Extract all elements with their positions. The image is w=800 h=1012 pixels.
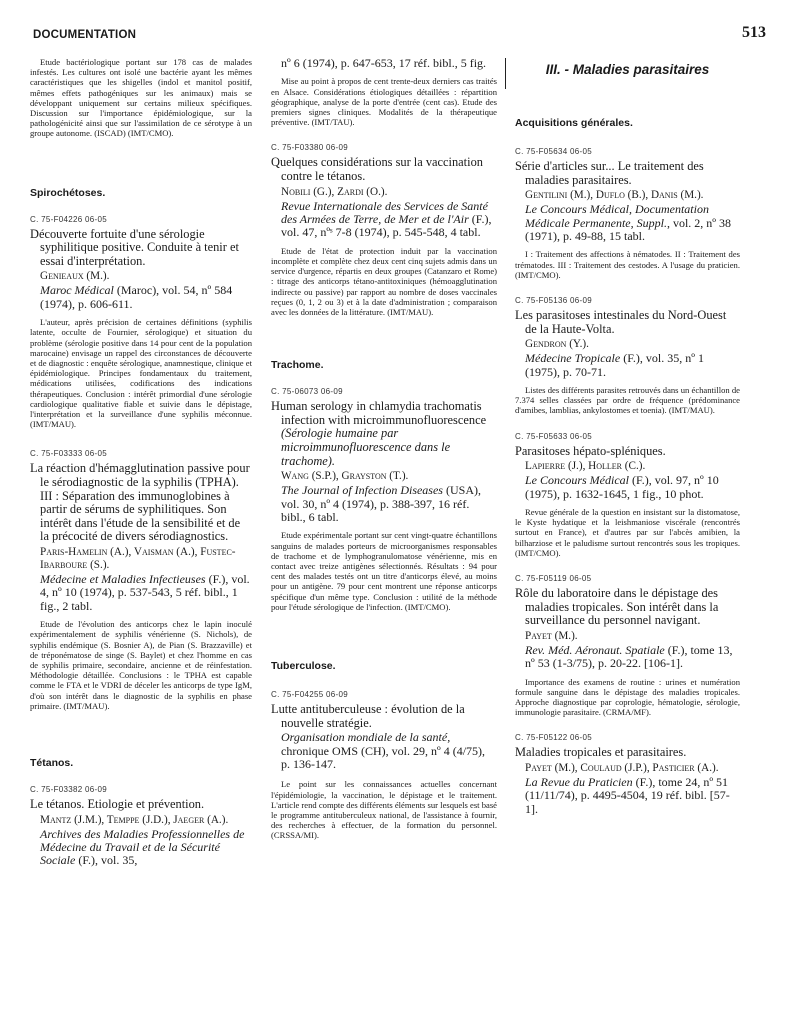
column-middle	[271, 57, 497, 841]
entry-citation: The Journal of Infection Diseases (USA), vol. 30, nº 4 (1974), p. 388-397, 16 réf. bibl., 6 tabl.	[281, 483, 481, 525]
abstract: Etude bactériologique portant sur 178 cas de malades infestés. Les cultures ont isolé une bactérie ayant les mêmes caractéristiques que les shigelles (indol et manitol positif, mêmes effets pathogéniques sur les animaux) mais se développant uniquement sur certains milieux spécifiques. Discussion sur l'importance épidémiologique, sur la pathologénicité ainsi que sur l'assimilation de ce sérotype à un groupe autonome. (ISCAD) (IMT/CMO).	[30, 57, 252, 139]
abstract: Listes des différents parasites retrouvés dans un échantillon de 7.374 selles classées par ordre de fréquence (prédominance d'amibes, lamblias, ankylostomes et toenia). (IMT/MAU).	[515, 385, 740, 416]
reference-code: C. 75-F05119 06-05	[515, 574, 592, 584]
column-divider	[505, 58, 506, 89]
entry-citation: Le Concours Médical, Documentation Médicale Permanente, Suppl., vol. 2, nº 38 (1971), p. 49-88, 15 tabl.	[525, 202, 732, 243]
section-heading: Trachome.	[271, 359, 324, 372]
entry-title: Le tétanos. Etiologie et prévention.	[30, 797, 205, 812]
entry-title: Les parasitoses intestinales du Nord-Ouest de la Haute-Volta.	[515, 308, 727, 336]
abstract: Mise au point à propos de cent trente-deux derniers cas traités en Alsace. Considérations étiologiques détaillées : répartition géographique, analyse de la porte d'entrée (cent cas). Etude des premiers signes cliniques. Modalités de la thérapeutique préventive. (IMT/TAU).	[271, 76, 497, 128]
entry-citation: Médecine Tropicale (F.), vol. 35, nº 1 (1975), p. 70-71.	[525, 351, 704, 379]
column-right	[515, 57, 740, 816]
entry-citation: Archives des Maladies Professionnelles de Médecine du Travail et de la Sécurité Sociale (F.), vol. 35,	[40, 826, 245, 868]
entry-citation: Organisation mondiale de la santé, chronique OMS (CH), vol. 29, nº 4 (4/75), p. 136-147.	[281, 730, 486, 772]
section-heading: Tuberculose.	[271, 660, 336, 673]
entry-authors: Payet (M.), Coulaud (J.P.), Pasticier (A.).	[525, 762, 719, 775]
abstract: Etude de l'état de protection induit par la vaccination incomplète et complète chez deux cent cinq sujets admis dans un service d'urgence, répartis en deux groupes (Catanzaro et Rome) : titrage des anticorps tétano-antitoxiniques (hémoagglutination indirecte ou passive) par rapport au nombre de doses vaccinales reçues (0, 1, 2 ou 3) et à la date d'administration ; comparaison avec les données de la littérature. (IMT/MAU).	[271, 245, 497, 318]
running-header: DOCUMENTATION	[33, 29, 137, 41]
entry-citation: Maroc Médical (Maroc), vol. 54, nº 584 (1974), p. 606-611.	[40, 283, 233, 311]
entry-title: La réaction d'hémagglutination passive pour le sérodiagnostic de la syphilis (TPHA). III : Séparation des immunoglobines à partir de sérums de syphilitiques. Son intérêt dans l'étude de la sensibilité et de la précocité de divers sérodiagnostics.	[30, 461, 250, 544]
entry-authors: Genieaux (M.).	[40, 270, 110, 283]
entry-authors: Lapierre (J.), Holler (C.).	[525, 460, 646, 473]
part-heading: III. - Maladies parasitaires	[545, 62, 710, 77]
section-heading: Tétanos.	[30, 757, 74, 770]
entry-authors: Gendron (Y.).	[525, 338, 589, 351]
reference-code: C. 75-F03382 06-09	[30, 785, 108, 795]
abstract: Le point sur les connaissances actuelles concernant l'épidémiologie, la vaccination, le dépistage et le traitement. L'article rend compte des différents éléments sur lesquels est basé le programme antituberculeux national, de l'assistance à fournir, des recherches à effectuer, de la formation du personnel. (CRSSA/MI).	[271, 779, 497, 841]
entry-title: Quelques considérations sur la vaccination contre le tétanos.	[271, 155, 483, 184]
reference-code: C. 75-F05136 06-09	[515, 296, 593, 306]
section-heading: Spirochétoses.	[30, 186, 106, 199]
entry-authors: Payet (M.).	[525, 629, 578, 642]
entry-citation: Médecine et Maladies Infectieuses (F.), vol. 4, nº 10 (1974), p. 537-543, 5 réf. bibl., 1 fig., 2 tabl.	[40, 572, 250, 613]
column-left	[30, 57, 252, 868]
entry-authors: Gentilini (M.), Duflo (B.), Danis (M.).	[525, 189, 704, 202]
entry-title: Série d'articles sur... Le traitement des maladies parasitaires.	[515, 159, 704, 187]
abstract: Importance des examens de routine : urines et numération formule sanguine dans le dépistage des maladies tropicales. Approche diagnostique par coprologie, hématologie, sérologie, immunologie parasitaire. (CRMA/MF).	[515, 676, 740, 718]
reference-code: C. 75-F03333 06-05	[30, 449, 108, 459]
reference-code: C. 75-06073 06-09	[271, 387, 343, 397]
entry-title: Human serology in chlamydia trachomatis infection with microimmunofluorescence (Sérologie humaine par microimmunofluorescence dans le trachome).	[271, 399, 487, 468]
reference-code: C. 75-F04255 06-09	[271, 690, 349, 700]
entry-title: Découverte fortuite d'une sérologie syphilitique positive. Conduite à tenir et essai d'interprétation.	[30, 226, 239, 268]
entry-authors: Nobili (G.), Zardi (O.).	[281, 185, 388, 198]
entry-citation: Le Concours Médical (F.), vol. 97, nº 10 (1975), p. 1632-1645, 1 fig., 10 phot.	[525, 473, 719, 501]
entry-authors: Mantz (J.M.), Temppe (J.D.), Jaeger (A.).	[40, 813, 229, 826]
reference-code: C. 75-F05633 06-05	[515, 431, 593, 441]
section-heading: Acquisitions générales.	[515, 117, 633, 129]
abstract: Etude de l'évolution des anticorps chez le lapin inoculé expérimentalement de syphilis vénérienne (S. Nichols), de syphilis endémique (S. Bosnier A), de Pian (S. Brazzaville) et de tréponématose de singe (S. Baylet) et chez l'homme en cas de syphilis primaire, secondaire, ancienne et de réinfestation. Méthodologie détaillée. Conclusions : le TPHA est capable comme le FTA et le VDRI de déceler les anticorps de type IgM, d'où son intérêt dans le diagnostic de la syphilis en phase primaire. (IMT/MAU).	[30, 619, 252, 711]
entry-title: Rôle du laboratoire dans le dépistage des maladies tropicales. Son intérêt dans la surveillance du personnel navigant.	[515, 586, 719, 628]
reference-code: C. 75-F05122 06-05	[515, 733, 593, 743]
abstract: I : Traitement des affections à nématodes. II : Traitement des trématodes. III : Traitement des cestodes. A l'usage du praticien. (IMT/CMO).	[515, 249, 740, 280]
abstract: Etude expérimentale portant sur cent vingt-quatre échantillons sanguins de malades porteurs de microorganismes responsables de trachome et de lymphogranulomatose vénérienne, mis en contact avec treize antigènes sélectionnés. Résultats : 94 pour cent des malades testés ont un titre d'anticorps élevé, au moins pour un antigène. 79 pour cent montrent une réponse anticorps spécifique d'un même type. Conclusion : utilité de la méthode pour l'étude sérologique de l'infection. (IMT/CMO).	[271, 530, 497, 612]
entry-citation: nº 6 (1974), p. 647-653, 17 réf. bibl., 5 fig.	[281, 56, 487, 70]
entry-citation: La Revue du Praticien (F.), tome 24, nº 51 (11/11/74), p. 4495-4504, 19 réf. bibl. [57-1].	[525, 775, 730, 816]
entry-authors: Paris-Hamelin (A.), Vaisman (A.), Fustec-Ibarboure (S.).	[40, 546, 236, 572]
entry-citation: Rev. Méd. Aéronaut. Spatiale (F.), tome 13, nº 53 (1-3/75), p. 20-22. [106-1].	[525, 642, 733, 671]
abstract: Revue générale de la question en insistant sur la distomatose, le Kyste hydatique et la leishmaniose viscérale (rencontrés surtout en France), et d'autres par sur l'abcès amibien, la bilharziose et le paludisme surtout rencontrés sous les tropiques. (IMT/CMO).	[515, 507, 740, 558]
abstract: L'auteur, après précision de certaines définitions (syphilis latente, occulte de Fournier, sérologique) et situation du problème (sérologie positive dans 14 pour cent de la population marocaine) envisage un rappel des circonstances de découverte et de diagnostic : enquête sérologique, anamnestique, clinique et épidémiologique. Principes fondamentaux du traitement, médications utilisées, codifications des indications thérapeutiques. Conclusion : intérêt primordial d'une sérologie cardiologique qualitative fiable et suivie dans le dépistage, l'interprétation et la surveillance d'une syphilis méconnue. (IMT/MAU).	[30, 317, 252, 430]
entry-authors: Wang (S.P.), Grayston (T.).	[281, 470, 409, 483]
entry-citation: Revue Internationale des Services de Santé des Armées de Terre, de Mer et de l'Air (F.), vol. 47, nºˢ 7-8 (1974), p. 545-548, 4 tabl.	[281, 198, 492, 240]
page-number: 513	[742, 24, 766, 41]
reference-code: C. 75-F03380 06-09	[271, 143, 349, 153]
entry-title: Parasitoses hépato-spléniques.	[515, 443, 666, 458]
entry-title: Lutte antituberculeuse : évolution de la nouvelle stratégie.	[271, 702, 465, 730]
reference-code: C. 75-F04226 06-05	[30, 214, 108, 224]
entry-title: Maladies tropicales et parasitaires.	[515, 745, 687, 760]
reference-code: C. 75-F05634 06-05	[515, 147, 593, 156]
